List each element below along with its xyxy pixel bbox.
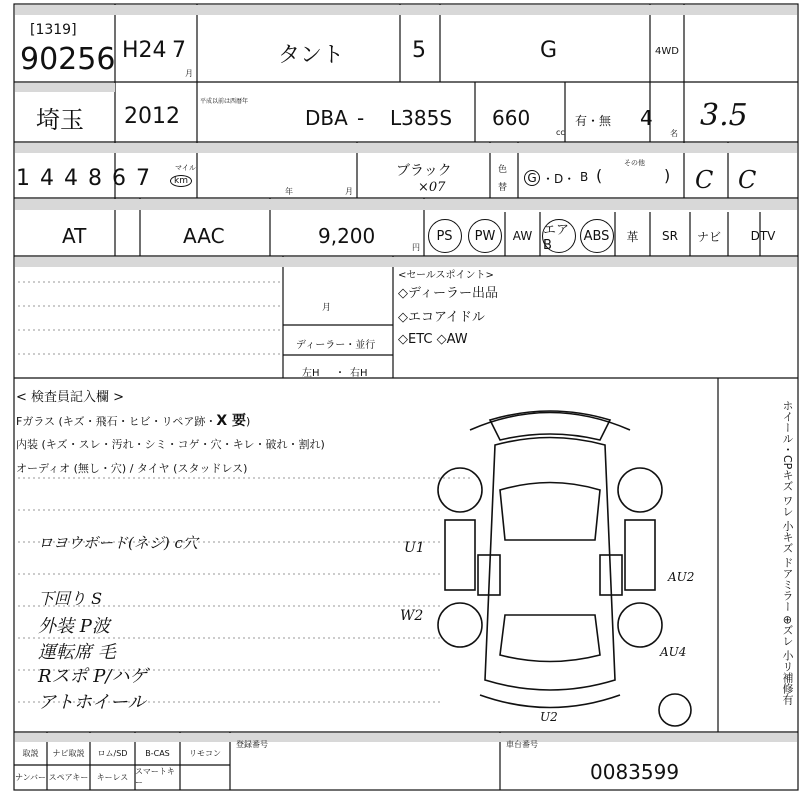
- h-dot: ・: [335, 368, 345, 379]
- inspection-month-unit: 月: [345, 187, 353, 196]
- option-エアb: [540, 218, 578, 254]
- mileage: [16, 166, 160, 191]
- bottom-item: ナビ取説: [52, 748, 85, 758]
- interior-score: C: [695, 166, 714, 194]
- seats-unit: 名: [670, 129, 678, 138]
- grade: G: [540, 38, 558, 63]
- bottom-item: スペアキー: [48, 772, 89, 782]
- serial-label: 車台番号: [506, 740, 538, 749]
- handwritten-note: Rスポ P/ハゲ: [38, 666, 148, 687]
- option-ps: [424, 218, 465, 254]
- transmission: AT: [62, 224, 87, 248]
- sales-point: ◇ディーラー出品: [398, 286, 498, 301]
- sales-point: ◇エコアイドル: [398, 310, 485, 325]
- inspector-line-interior: 内装 (キズ・スレ・汚れ・シミ・コゲ・穴・キレ・破れ・割れ): [16, 438, 325, 451]
- color-label: 色: [498, 165, 508, 175]
- glass-text: Fガラス (キズ・飛石・ヒビ・リペア跡・: [16, 415, 217, 428]
- equip-paren-open: (: [596, 166, 603, 185]
- reg-month: 7: [172, 38, 186, 63]
- equip-other-label: その他: [624, 159, 645, 167]
- option-pw: [465, 218, 505, 254]
- option-label: ABS: [580, 219, 614, 253]
- recycle-amount: 9,200: [318, 224, 376, 248]
- handwritten-note: 外装 P波: [38, 616, 110, 637]
- option-abs: [578, 218, 615, 254]
- model-name: タント: [278, 43, 345, 68]
- expiry-month-unit: 月: [322, 303, 332, 313]
- option-label: PW: [468, 219, 502, 253]
- fuel: 有・無: [575, 114, 612, 128]
- option-label: SR: [662, 229, 678, 243]
- inspector-line-glass: [16, 410, 250, 430]
- option-dtv: [728, 218, 798, 254]
- recycle-unit: 円: [412, 243, 420, 252]
- lot-number: 90256: [20, 42, 116, 77]
- inspector-line-audio: オーディオ (無し・穴) / タイヤ (スタッドレス): [16, 462, 248, 475]
- bottom-item: B-CAS: [145, 748, 170, 758]
- option-label: エアB: [542, 219, 576, 253]
- handwritten-note: ロヨウボード(ネジ) c穴: [38, 534, 198, 552]
- chassis-code: L385S: [390, 106, 453, 130]
- car-damage-diagram: [400, 400, 700, 730]
- equip-paren-close: ): [664, 166, 671, 185]
- aircon: AAC: [183, 224, 225, 248]
- cc-unit: cc: [556, 128, 565, 137]
- reg-era: H24: [122, 38, 167, 63]
- damage-mark-au4: AU4: [660, 645, 687, 659]
- inspection-year-unit: 年: [285, 187, 293, 196]
- left-h: 左H: [302, 368, 320, 379]
- bottom-item: 取説: [22, 748, 39, 758]
- mileage-unit-km: km: [170, 175, 192, 187]
- damage-mark-u1: U1: [404, 540, 425, 556]
- displacement: 660: [492, 106, 531, 130]
- damage-mark-au2: AU2: [668, 570, 695, 584]
- glass-close: ): [246, 415, 251, 428]
- doors: 5: [412, 38, 426, 63]
- bottom-item: ロム/SD: [97, 748, 128, 758]
- bottom-item: ナンバー: [14, 772, 47, 782]
- equip-grade-b: B: [580, 170, 589, 184]
- mileage-digit: 1: [16, 166, 40, 191]
- option-label: 革: [626, 229, 639, 244]
- damage-mark-w2: W2: [400, 608, 424, 624]
- bottom-item: キーレス: [96, 772, 129, 782]
- color-name: ブラック: [396, 163, 452, 179]
- mileage-digit: 6: [112, 166, 136, 191]
- handwritten-note: 下回り S: [38, 589, 103, 608]
- option-label: ナビ: [696, 229, 721, 244]
- handwritten-note: 運転席 毛: [38, 642, 116, 663]
- dealer-label: ディーラー・並行: [296, 340, 376, 351]
- color-code: ×07: [418, 180, 446, 195]
- bottom-item: リモコン: [189, 748, 221, 758]
- inspector-title: < 検査員記入欄 >: [16, 390, 125, 405]
- damage-mark-u2: U2: [540, 710, 558, 724]
- first-reg-note: 平成以前は西暦年: [200, 98, 249, 105]
- equip-grade-d: ・D・: [542, 172, 576, 186]
- bottom-item: [180, 766, 230, 788]
- year: 2012: [124, 104, 180, 129]
- equip-grade-g: G: [524, 170, 540, 186]
- option-革: [615, 218, 650, 254]
- score: 3.5: [700, 98, 748, 133]
- sales-point: ◇ETC ◇AW: [398, 332, 468, 347]
- side-legend: ホイール・CPキズ ワレ 小キズ ドアミラー ⊕ズレ 小リ補修有: [781, 400, 794, 706]
- option-label: DTV: [750, 229, 776, 243]
- option-label: PS: [428, 219, 462, 253]
- exterior-score: C: [738, 166, 757, 194]
- seats: 4: [640, 106, 653, 130]
- chassis-prefix: DBA: [305, 106, 348, 130]
- reg-month-unit: 月: [185, 69, 193, 78]
- reg-number-label: 登録番号: [236, 740, 268, 749]
- drive: 4WD: [655, 46, 679, 57]
- bottom-item: スマートキー: [135, 767, 175, 787]
- right-h: 右H: [350, 368, 368, 379]
- option-aw: [505, 218, 540, 254]
- lot-bracket: [1319]: [30, 22, 77, 38]
- mileage-digit: 8: [88, 166, 112, 191]
- chassis-dash: -: [357, 106, 365, 130]
- mileage-digit: 4: [64, 166, 88, 191]
- option-label: AW: [512, 229, 533, 243]
- region: 埼玉: [36, 106, 84, 134]
- option-ナビ: [690, 218, 728, 254]
- color-change-label: 替: [498, 183, 508, 193]
- mileage-digit: 4: [40, 166, 64, 191]
- serial-number: 0083599: [590, 760, 680, 784]
- handwritten-note: アトホイール: [38, 692, 146, 713]
- glass-mark: X 要: [216, 413, 247, 429]
- mileage-unit-mile: マイル: [175, 164, 196, 172]
- option-sr: [650, 218, 690, 254]
- sales-points-title: <セールスポイント>: [398, 270, 494, 281]
- mileage-digit: 7: [136, 166, 160, 191]
